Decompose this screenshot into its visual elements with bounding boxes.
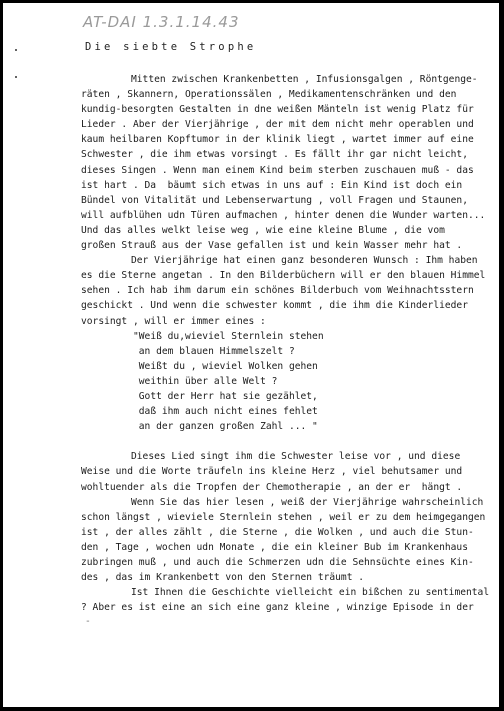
blank-line	[81, 434, 497, 449]
text-line: Schwester , die ihm etwas vorsingt . Es fällt ihr gar nicht leicht,	[81, 149, 468, 161]
punch-hole-mark	[15, 76, 17, 78]
text-line: es die Sterne angetan . In den Bilderbüchern will er den blauen Himmel	[81, 270, 486, 282]
text-line: Und das alles welkt leise weg , wie eine kleine Blume , die vom	[81, 224, 445, 236]
text-line: Ist Ihnen die Geschichte vielleicht ein bißchen zu sentimental	[131, 587, 490, 599]
poem-line: an dem blauen Himmelszelt ?	[133, 345, 295, 357]
paragraph-4	[81, 495, 497, 586]
paragraph-1	[81, 72, 497, 253]
text-line: Bündel von Vitalität und Lebenserwartung , voll Fragen und Staunen,	[81, 194, 468, 206]
text-line: ist hart . Da bäumt sich etwas in uns auf : Ein Kind ist doch ein	[81, 179, 463, 191]
paragraph-2	[81, 253, 497, 328]
poem-line: daß ihm auch nicht eines fehlet	[133, 406, 318, 418]
paragraph-5	[81, 585, 497, 615]
text-line: kundig-besorgten Gestalten in dne weißen Mänteln ist wenig Platz für	[81, 104, 474, 116]
poem-quote	[81, 329, 497, 435]
text-line: Wenn Sie das hier lesen , weiß der Vierjährige wahrscheinlich	[131, 496, 484, 508]
poem-line: "Weiß du,wieviel Sternlein stehen	[133, 330, 324, 342]
archive-stamp: AT-DAI 1.3.1.14.43	[83, 13, 240, 31]
text-line: den , Tage , wochen udn Monate , die ein kleiner Bub im Krankenhaus	[81, 541, 468, 553]
document-body	[81, 72, 497, 615]
text-line: sehen . Ich hab ihm darum ein schönes Bilderbuch vom Weihnachtsstern	[81, 285, 474, 297]
text-line: kaum heilbaren Kopftumor in der klinik liegt , wartet immer auf eine	[81, 134, 474, 146]
cut-off-text-mark: -	[85, 616, 91, 627]
punch-hole-mark	[15, 49, 17, 51]
poem-line: Gott der Herr hat sie gezählet,	[133, 390, 318, 402]
poem-line: Weißt du , wieviel Wolken gehen	[133, 360, 318, 372]
text-line: Lieder . Aber der Vierjährige , der mit dem nicht mehr operablen und	[81, 119, 474, 131]
text-line: des , das im Krankenbett von den Sternen träumt .	[81, 572, 365, 584]
text-line: Der Vierjährige hat einen ganz besonderen Wunsch : Ihm haben	[131, 255, 478, 267]
text-line: schon längst , wieviele Sternlein stehen , weil er zu dem heimgegangen	[81, 511, 486, 523]
text-line: Weise und die Worte träufeln ins kleine Herz , viel behutsamer und	[81, 466, 463, 478]
document-page	[3, 3, 499, 707]
text-line: wohltuender als die Tropfen der Chemotherapie , an der er hängt .	[81, 481, 463, 493]
text-line: geschickt . Und wenn die schwester kommt , die ihm die Kinderlieder	[81, 300, 468, 312]
text-line: ? Aber es ist eine an sich eine ganz kleine , winzige Episode in der	[81, 602, 474, 614]
poem-line: weithin über alle Welt ?	[133, 375, 278, 387]
text-line: Dieses Lied singt ihm die Schwester leise vor , und diese	[131, 451, 461, 463]
text-line: zubringen muß , und auch die Schmerzen udn die Sehnsüchte eines Kin-	[81, 557, 474, 568]
text-line: Mitten zwischen Krankenbetten , Infusionsgalgen , Röntgenge-	[131, 74, 478, 85]
document-title: Die siebte Strophe	[85, 41, 257, 53]
poem-line: an der ganzen großen Zahl ... "	[133, 421, 318, 433]
text-line: ist , der alles zählt , die Sterne , die Wolken , und auch die Stun-	[81, 526, 474, 538]
text-line: dieses Singen . Wenn man einem Kind beim sterben zuschauen muß - das	[81, 164, 474, 176]
text-line: großen Strauß aus der Vase gefallen ist und kein Wasser mehr hat .	[81, 240, 463, 252]
text-line: vorsingt , will er immer eines :	[81, 315, 266, 327]
text-line: will aufblühen udn Türen aufmachen , hinter denen die Wunder warten...	[81, 209, 486, 221]
text-line: räten , Skannern, Operationssälen , Medikamentenschränken und den	[81, 89, 457, 101]
paragraph-3	[81, 449, 497, 494]
